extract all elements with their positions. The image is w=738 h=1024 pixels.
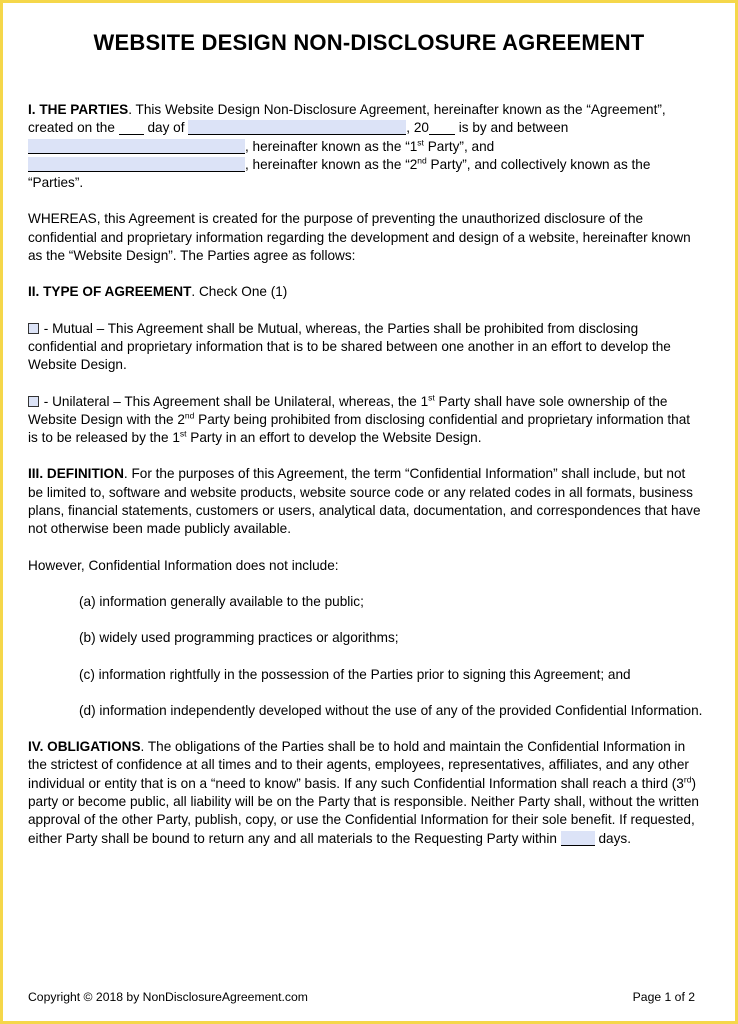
document-title: WEBSITE DESIGN NON-DISCLOSURE AGREEMENT xyxy=(93,30,645,55)
unilateral-text: - Unilateral – This Agreement shall be Unilateral, whereas, the 1 xyxy=(40,393,429,409)
exclusion-item: (a) information generally available to the public; xyxy=(79,593,364,609)
superscript: st xyxy=(179,428,187,439)
obligations-text: . The obligations of the Parties shall be to hold and maintain the Confidential Information in the strictest of confidence at all times and to their agents, employees, representatives, affiliates, and any other individual or entity that is on a “need to know” basis. If any such Confidential Information shall reach a third (3 xyxy=(28,739,689,791)
mutual-text: - Mutual – This Agreement shall be Mutual, whereas, the Parties shall be prohibited from disclosing confidential and proprietary information that is to be shared between one another in an effort to develop the Website Design. xyxy=(28,320,671,373)
parties-text: , hereinafter known as the “2 xyxy=(245,156,418,172)
mutual-option xyxy=(28,320,703,375)
agreement-type-heading: II. TYPE OF AGREEMENT xyxy=(28,284,192,300)
exclusion-item: (b) widely used programming practices or algorithms; xyxy=(79,630,399,646)
day-field[interactable] xyxy=(119,120,144,135)
parties-text: Party”, and xyxy=(423,138,495,154)
year-field[interactable] xyxy=(429,120,455,135)
second-party-field[interactable] xyxy=(28,157,245,172)
page-number: Page 1 of 2 xyxy=(632,990,695,1004)
agreement-type-instruction: . Check One (1) xyxy=(191,284,288,300)
exclusion-item: (d) information independently developed without the use of any of the provided Confidential Information. xyxy=(79,702,703,718)
first-party-field[interactable] xyxy=(28,139,245,154)
obligations-text: days. xyxy=(594,830,631,846)
unilateral-text: Party shall have sole ownership of the Website Design with the 2 xyxy=(28,393,668,427)
parties-text: day of xyxy=(143,120,189,136)
superscript: st xyxy=(428,392,435,403)
obligations-section xyxy=(28,738,703,848)
parties-text: . This Website Design Non-Disclosure Agreement, hereinafter known as the “Agreement”, created on the xyxy=(28,102,666,136)
definition-text: . For the purposes of this Agreement, the term “Confidential Information” shall include, but not be limited to, software and website products, website source code or any related codes in all formats, business plans, financial statements, customers or users, analytical data, documentation, and correspondences that have not otherwise been made publicly available. xyxy=(28,466,701,537)
parties-heading: I. THE PARTIES xyxy=(28,102,129,117)
parties-text: , hereinafter known as the “1 xyxy=(245,138,418,154)
superscript: st xyxy=(417,137,424,148)
return-days-field[interactable] xyxy=(561,831,595,846)
superscript: rd xyxy=(683,774,692,785)
unilateral-checkbox[interactable] xyxy=(28,396,39,407)
unilateral-text: Party being prohibited from disclosing confidential and proprietary information that is to be released by the 1 xyxy=(28,411,691,446)
superscript: nd xyxy=(417,155,427,166)
parties-section xyxy=(28,101,703,192)
copyright-text: Copyright © 2018 by NonDisclosureAgreement.com xyxy=(28,990,308,1004)
definition-section xyxy=(28,465,703,538)
parties-text: , 20 xyxy=(406,120,429,136)
document-body xyxy=(28,101,703,848)
month-field[interactable] xyxy=(188,120,406,135)
exclusions-intro: However, Confidential Information does not include: xyxy=(28,557,339,573)
unilateral-option xyxy=(28,393,703,448)
agreement-type-heading-line xyxy=(28,283,703,301)
mutual-checkbox[interactable] xyxy=(28,323,39,334)
obligations-text: ) party or become public, all liability will be on the Party that is responsible. Neither Party shall, without the written approval of the other Party, publish, copy, or use the Confidential Information for their sole benefit. If requested, either Party shall be bound to return any and all materials to the Requesting Party within xyxy=(28,775,699,846)
obligations-heading: IV. OBLIGATIONS xyxy=(28,739,141,755)
whereas-paragraph: WHEREAS, this Agreement is created for the purpose of preventing the unauthorized disclosure of the confidential and proprietary information regarding the development and design of a website, hereinafter known as the “Website Design”. The Parties agree as follows: xyxy=(28,211,691,264)
parties-text: is by and between xyxy=(454,120,569,136)
exclusion-item: (c) information rightfully in the possession of the Parties prior to signing this Agreement; and xyxy=(79,666,631,682)
superscript: nd xyxy=(184,410,195,421)
definition-heading: III. DEFINITION xyxy=(28,466,124,482)
parties-text: Party”, and collectively known as the “Parties”. xyxy=(28,156,651,191)
unilateral-text: Party in an effort to develop the Website Design. xyxy=(186,430,482,446)
